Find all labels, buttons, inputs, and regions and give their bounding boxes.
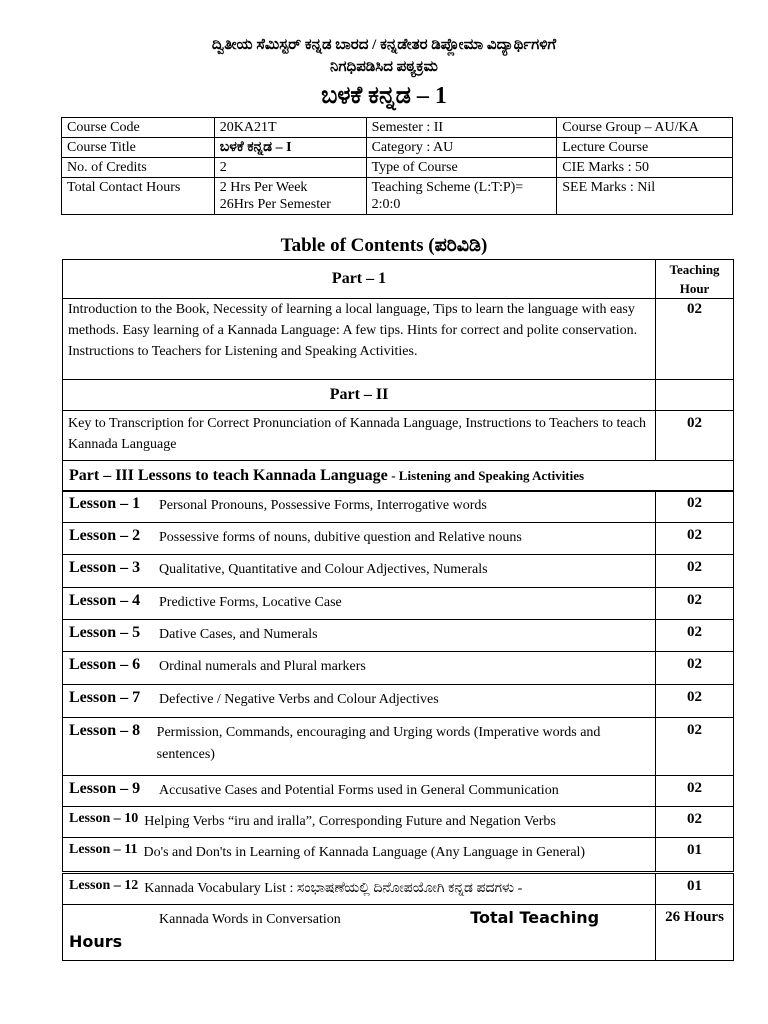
- lesson-text: Kannada Vocabulary List : ಸಂಭಾಷಣೆಯಲ್ಲಿ ದಿನೋಪಯೋಗಿ ಕನ್ನಡ ಪದಗಳು -: [144, 881, 523, 896]
- info-row: [62, 178, 733, 215]
- lesson-text: Defective / Negative Verbs and Colour Adjectives: [159, 692, 439, 707]
- page-title: ಬಳಕೆ ಕನ್ನಡ – 1: [321, 83, 447, 109]
- lesson-label: Lesson – 2: [69, 527, 141, 544]
- lesson-label: Lesson – 11: [69, 842, 138, 857]
- lesson-line: [69, 842, 649, 864]
- see-marks-cell: SEE Marks : Nil: [557, 178, 733, 215]
- lesson-row: [63, 838, 734, 873]
- lesson-label: Lesson – 5: [69, 624, 141, 641]
- total-line: [69, 908, 649, 928]
- lesson-line: [69, 689, 649, 711]
- lesson-line: [69, 722, 649, 766]
- lesson-hours: 02: [656, 491, 734, 523]
- hour-header: [656, 260, 734, 299]
- total-label: Total Teaching: [470, 908, 600, 927]
- contact-hours-label: Total Contact Hours: [62, 178, 215, 215]
- hour-header-1: Teaching: [669, 262, 720, 277]
- info-row: [62, 158, 733, 178]
- lesson-row: [63, 873, 734, 905]
- contact-hours-value: [214, 178, 366, 215]
- lesson-text: Do's and Don'ts in Learning of Kannada Language (Any Language in General): [143, 845, 586, 860]
- course-code-label: Course Code: [62, 118, 215, 138]
- part3-title-cell: [63, 461, 734, 492]
- lesson-hours: 02: [656, 620, 734, 652]
- lesson-label: Lesson – 3: [69, 559, 141, 576]
- lesson-label: Lesson – 8: [69, 722, 141, 739]
- type-of-course-cell: Type of Course: [366, 158, 557, 178]
- course-info-table: [61, 117, 733, 215]
- lesson-row: [63, 588, 734, 620]
- part2-header-empty: [656, 380, 734, 411]
- lesson-cell: [63, 620, 656, 652]
- part1-content-row: [63, 299, 734, 380]
- part2-desc: Key to Transcription for Correct Pronunciation of Kannada Language, Instructions to Teachers to teach Kannada Language: [63, 411, 656, 461]
- lesson-line: [69, 811, 649, 833]
- lesson-hours: 02: [656, 652, 734, 685]
- lesson-line: [69, 527, 649, 549]
- lesson-hours: 01: [656, 838, 734, 873]
- lesson-hours: 02: [656, 588, 734, 620]
- lecture-course-cell: Lecture Course: [557, 138, 733, 158]
- cie-marks-cell: CIE Marks : 50: [557, 158, 733, 178]
- lesson-label: Lesson – 1: [69, 495, 141, 512]
- lesson-text: Dative Cases, and Numerals: [159, 627, 318, 642]
- part2-header-row: [63, 380, 734, 411]
- part1-title: Part – 1: [63, 260, 656, 299]
- lesson-text: Accusative Cases and Potential Forms used in General Communication: [159, 783, 559, 798]
- part1-header-row: [63, 260, 734, 299]
- total-hours-word: Hours: [69, 932, 123, 951]
- lesson-row: [63, 555, 734, 588]
- lesson-line: [69, 495, 649, 517]
- semester-cell: Semester : II: [366, 118, 557, 138]
- lesson-hours: 02: [656, 776, 734, 807]
- credits-label: No. of Credits: [62, 158, 215, 178]
- lesson-text: Personal Pronouns, Possessive Forms, Interrogative words: [159, 498, 487, 513]
- lesson-hours: 01: [656, 873, 734, 905]
- lesson-label: Lesson – 7: [69, 689, 141, 706]
- header-line-2: ನಿಗಧಿಪಡಿಸಿದ ಪಠ್ಯಕ್ರಮ: [330, 59, 438, 75]
- part2-hours: 02: [656, 411, 734, 461]
- info-row: [62, 138, 733, 158]
- part2-title: Part – II: [63, 380, 656, 411]
- lesson-line: [69, 656, 649, 678]
- lesson-row: [63, 652, 734, 685]
- course-group-cell: Course Group – AU/KA: [557, 118, 733, 138]
- lesson-line: [69, 559, 649, 581]
- lesson-cell: [63, 807, 656, 838]
- credits-value: 2: [214, 158, 366, 178]
- lesson-line: [69, 878, 649, 900]
- category-cell: Category : AU: [366, 138, 557, 158]
- lesson-hours: 02: [656, 807, 734, 838]
- course-title-value: ಬಳಕೆ ಕನ್ನಡ – I: [214, 138, 366, 158]
- lesson-label: Lesson – 6: [69, 656, 141, 673]
- lesson-hours: 02: [656, 685, 734, 718]
- lesson-row: [63, 523, 734, 555]
- lesson-hours: 02: [656, 555, 734, 588]
- part3-header-row: [63, 461, 734, 492]
- info-row: [62, 118, 733, 138]
- part1-hours: 02: [656, 299, 734, 380]
- lesson-row: [63, 491, 734, 523]
- lesson-cell: [63, 652, 656, 685]
- toc-table: [62, 259, 734, 492]
- lesson-text: Qualitative, Quantitative and Colour Adjectives, Numerals: [159, 562, 488, 577]
- lesson-label: Lesson – 4: [69, 592, 141, 609]
- teaching-scheme-cell: [366, 178, 557, 215]
- total-left-text: Kannada Words in Conversation: [159, 912, 341, 927]
- lesson-line: [69, 624, 649, 646]
- lesson-row: [63, 620, 734, 652]
- part1-desc: Introduction to the Book, Necessity of learning a local language, Tips to learn the language with easy methods. Easy learning of a Kannada Language: A few tips. Hints for correct and polite conservation. Instructions to Teachers for Listening and Speaking Activities.: [63, 299, 656, 380]
- lesson-row: [63, 718, 734, 776]
- toc-title: Table of Contents (ಪರಿವಿಡಿ): [280, 235, 488, 256]
- lessons-table: [62, 490, 734, 961]
- total-hours: 26 Hours: [656, 905, 734, 961]
- part2-content-row: [63, 411, 734, 461]
- lesson-cell: [63, 491, 656, 523]
- lesson-hours: 02: [656, 523, 734, 555]
- lesson-text: Predictive Forms, Locative Case: [159, 595, 342, 610]
- lesson-row: [63, 685, 734, 718]
- lesson-text: Ordinal numerals and Plural markers: [159, 659, 366, 674]
- total-row: [63, 905, 734, 961]
- lesson-text: Permission, Commands, encouraging and Urging words (Imperative words and sentences): [156, 725, 601, 762]
- lesson-text: Possessive forms of nouns, dubitive question and Relative nouns: [159, 530, 522, 545]
- lesson-text: Helping Verbs “iru and iralla”, Corresponding Future and Negation Verbs: [144, 814, 556, 829]
- part3-title: Part – III Lessons to teach Kannada Language: [69, 467, 388, 484]
- lesson-row: [63, 807, 734, 838]
- lesson-cell: [63, 873, 656, 905]
- hour-header-2: Hour: [679, 281, 710, 296]
- lesson-cell: [63, 523, 656, 555]
- contact-hours-semester: 26Hrs Per Semester: [219, 197, 331, 212]
- lesson-row: [63, 776, 734, 807]
- lesson-line: [69, 780, 649, 802]
- header-line-1: ದ್ವಿತೀಯ ಸೆಮಿಸ್ಟರ್ ಕನ್ನಡ ಬಾರದ / ಕನ್ನಡೇತರ ಡಿಪ್ಲೋಮಾ ವಿದ್ಯಾರ್ಥಿಗಳಿಗೆ: [211, 37, 557, 53]
- total-desc-cell: [63, 905, 656, 961]
- course-title-label: Course Title: [62, 138, 215, 158]
- lesson-cell: [63, 555, 656, 588]
- lesson-line: [69, 592, 649, 614]
- lesson-hours: 02: [656, 718, 734, 776]
- lesson-cell: [63, 838, 656, 873]
- course-code-value: 20KA21T: [214, 118, 366, 138]
- lesson-cell: [63, 685, 656, 718]
- lesson-label: Lesson – 12: [69, 878, 139, 893]
- contact-hours-week: 2 Hrs Per Week: [219, 180, 308, 195]
- teaching-scheme-label: Teaching Scheme (L:T:P)=: [371, 180, 524, 195]
- teaching-scheme-value: 2:0:0: [371, 197, 401, 212]
- lesson-cell: [63, 776, 656, 807]
- lesson-cell: [63, 718, 656, 776]
- part3-subtitle: - Listening and Speaking Activities: [391, 468, 585, 483]
- lesson-cell: [63, 588, 656, 620]
- lesson-label: Lesson – 10: [69, 811, 139, 826]
- lesson-label: Lesson – 9: [69, 780, 141, 797]
